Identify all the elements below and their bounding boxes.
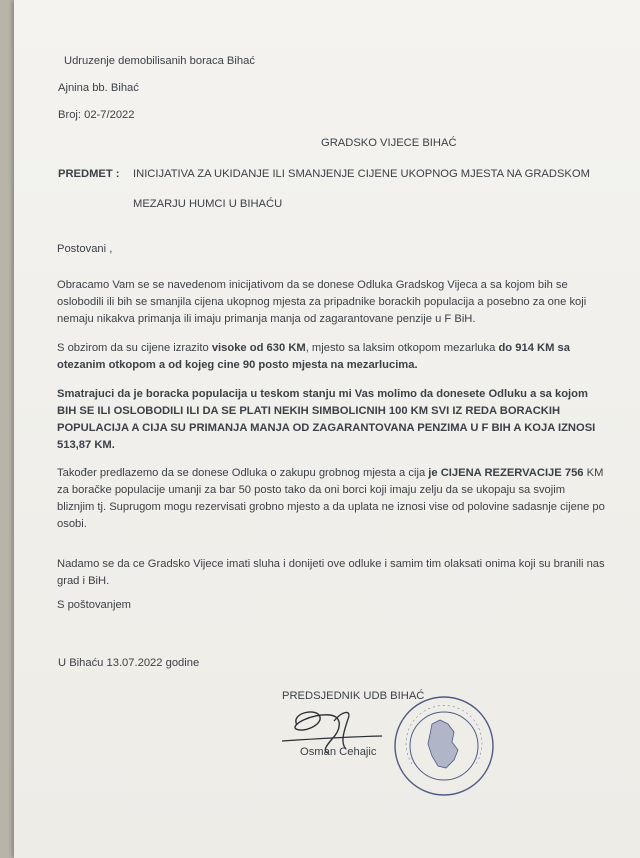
signatory-title: PREDSJEDNIK UDB BIHAĆ bbox=[282, 690, 425, 702]
paragraph-3: Smatrajuci da je boracka populacija u teskom stanju mi Vas molimo da donesete Odluku a sa kojom BIH SE ILI OSLOBODILI ILI DA SE PLATI NEKIH SIMBOLICNIH 100 KM SVI IZ REDA BORACKIH POPULACIJA A CIJA SU PRIMANJA MANJA OD ZAGARANTOVANA PENZIMA U F BIH A KOJA IZNOSI 513,87 KM. bbox=[57, 388, 596, 451]
org-name: Udruzenje demobilisanih boraca Bihać bbox=[64, 55, 255, 67]
p2-bold-d: do 914 KM sa otezanim otkopom a od kojeg cine 90 posto mjesta na mezarlucima. bbox=[57, 342, 570, 371]
paragraph-5: Nadamo se da ce Gradsko Vijece imati sluha i donijeti ove odluke i samim tim olaksati onima koji su branili nas grad i BiH. bbox=[57, 558, 605, 587]
p4-bold-b: je CIJENA REZERVACIJE 756 bbox=[428, 467, 584, 479]
org-address: Ajnina bb. Bihać bbox=[58, 82, 139, 94]
place-date: U Bihaću 13.07.2022 godine bbox=[58, 657, 200, 669]
p2-bold-b: visoke od 630 KM bbox=[211, 342, 306, 354]
closing: S poštovanjem bbox=[57, 599, 132, 611]
subject-line-1: INICIJATIVA ZA UKIDANJE ILI SMANJENJE CIJENE UKOPNOG MJESTA NA GRADSKOM bbox=[133, 168, 590, 180]
p2-text-c: , mjesto sa laksim otkopom mezarluka bbox=[305, 342, 499, 354]
p2-text-a: S obzirom da su cijene izrazito bbox=[57, 342, 212, 354]
subject-label: PREDMET : bbox=[58, 168, 120, 180]
greeting: Postovani , bbox=[57, 243, 113, 255]
paragraph-2 bbox=[57, 340, 605, 374]
letter-sheet bbox=[14, 0, 640, 858]
paragraph-4 bbox=[57, 465, 605, 533]
subject-line-2: MEZARJU HUMCI U BIHAĆU bbox=[133, 198, 283, 210]
reference-number: Broj: 02-7/2022 bbox=[58, 109, 135, 121]
p4-text-a: Također predlazemo da se donese Odluka o zakupu grobnog mjesta a cija bbox=[57, 467, 429, 479]
p4-text-c: KM za boračke populacije umanji za bar 50 posto tako da oni borci koji imaju zelju da se ukopaju sa svojim bliznjim tj. Suprugom mogu rezervisati grobno mjesto a da uplata ne iznosi vise od polovine sadasnje cijene po osobi. bbox=[57, 467, 605, 530]
round-stamp bbox=[392, 694, 496, 798]
signatory-name: Osman Cehajic bbox=[300, 746, 377, 758]
recipient: GRADSKO VIJECE BIHAĆ bbox=[321, 137, 457, 149]
paragraph-1: Obracamo Vam se se navedenom inicijativom da se donese Odluka Gradskog Vijeca a sa kojom bih se oslobodili ili bih se smanjila cijena ukopnog mjesta za pripadnike borackih populacija a posebno za one koji nemaju nikakva primanja ili imaju primanja manja od zagarantovane penzije u F BiH. bbox=[57, 279, 587, 325]
